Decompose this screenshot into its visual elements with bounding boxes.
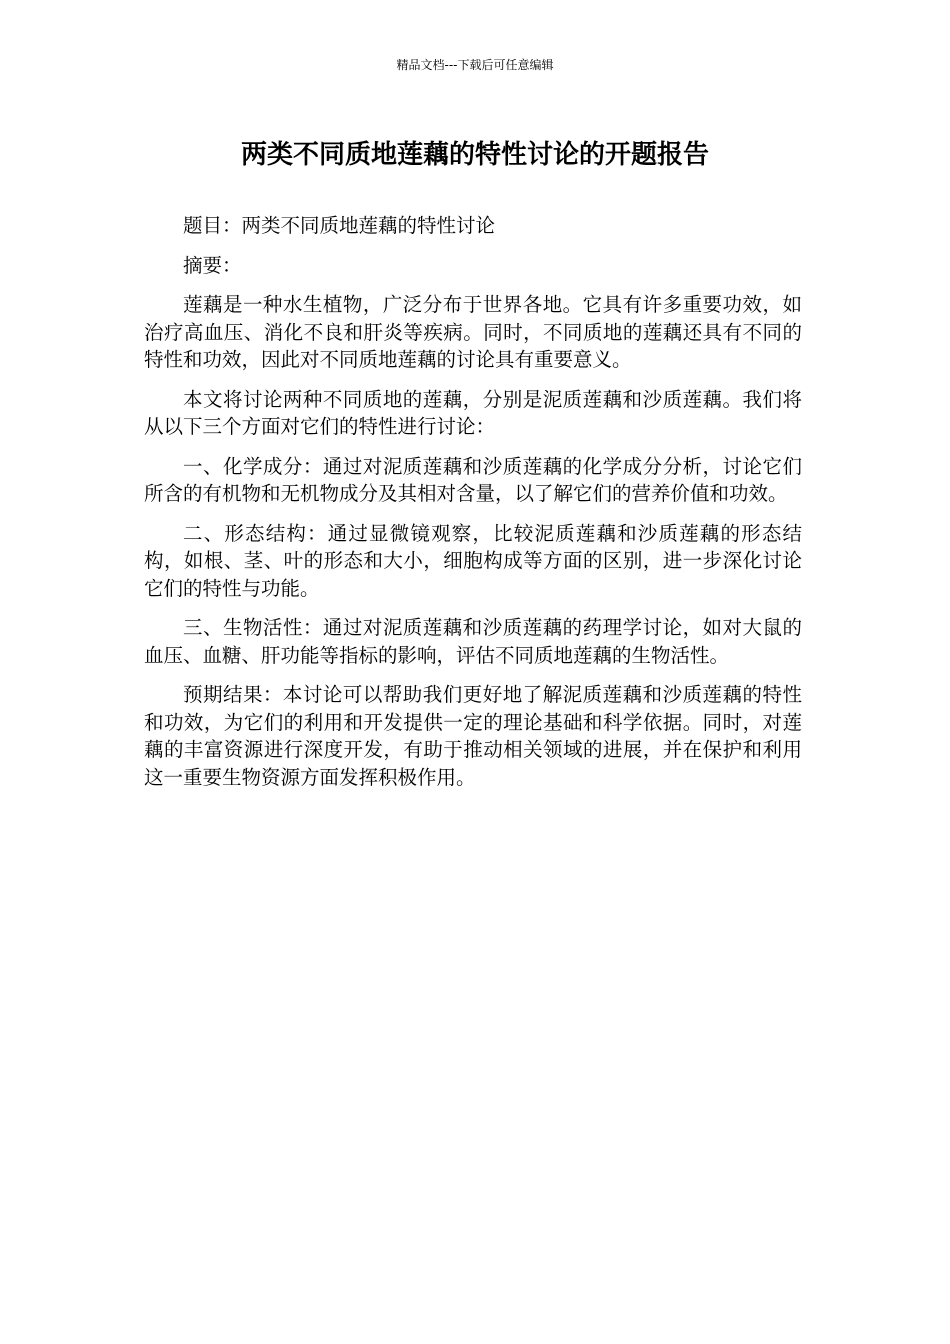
paragraph-bioactivity: 三、生物活性：通过对泥质莲藕和沙质莲藕的药理学讨论，如对大鼠的血压、血糖、肝功能等指标的影响，评估不同质地莲藕的生物活性。 (144, 616, 802, 667)
topic-line: 题目：两类不同质地莲藕的特性讨论 (183, 214, 496, 237)
paragraph-chemical: 一、化学成分：通过对泥质莲藕和沙质莲藕的化学成分分析，讨论它们所含的有机物和无机物成分及其相对含量，以了解它们的营养价值和功效。 (144, 454, 802, 505)
document-title: 两类不同质地莲藕的特性讨论的开题报告 (240, 140, 709, 170)
paragraph-morphology: 二、形态结构：通过显微镜观察，比较泥质莲藕和沙质莲藕的形态结构，如根、茎、叶的形态和大小，细胞构成等方面的区别，进一步深化讨论它们的特性与功能。 (144, 521, 802, 600)
abstract-heading: 摘要： (183, 253, 242, 277)
paragraph-expected-results: 预期结果：本讨论可以帮助我们更好地了解泥质莲藕和沙质莲藕的特性和功效，为它们的利用和开发提供一定的理论基础和科学依据。同时，对莲藕的丰富资源进行深度开发，有助于推动相关领域的进展，并在保护和利用这一重要生物资源方面发挥积极作用。 (144, 683, 802, 789)
document-body (144, 212, 802, 803)
paragraph-intro: 莲藕是一种水生植物，广泛分布于世界各地。它具有许多重要功效，如治疗高血压、消化不良和肝炎等疾病。同时，不同质地的莲藕还具有不同的特性和功效，因此对不同质地莲藕的讨论具有重要意义。 (144, 293, 802, 371)
page-header: 精品文档---下载后可任意编辑 (396, 58, 554, 72)
paragraph-scope: 本文将讨论两种不同质地的莲藕，分别是泥质莲藕和沙质莲藕。我们将从以下三个方面对它们的特性进行讨论： (144, 387, 802, 438)
